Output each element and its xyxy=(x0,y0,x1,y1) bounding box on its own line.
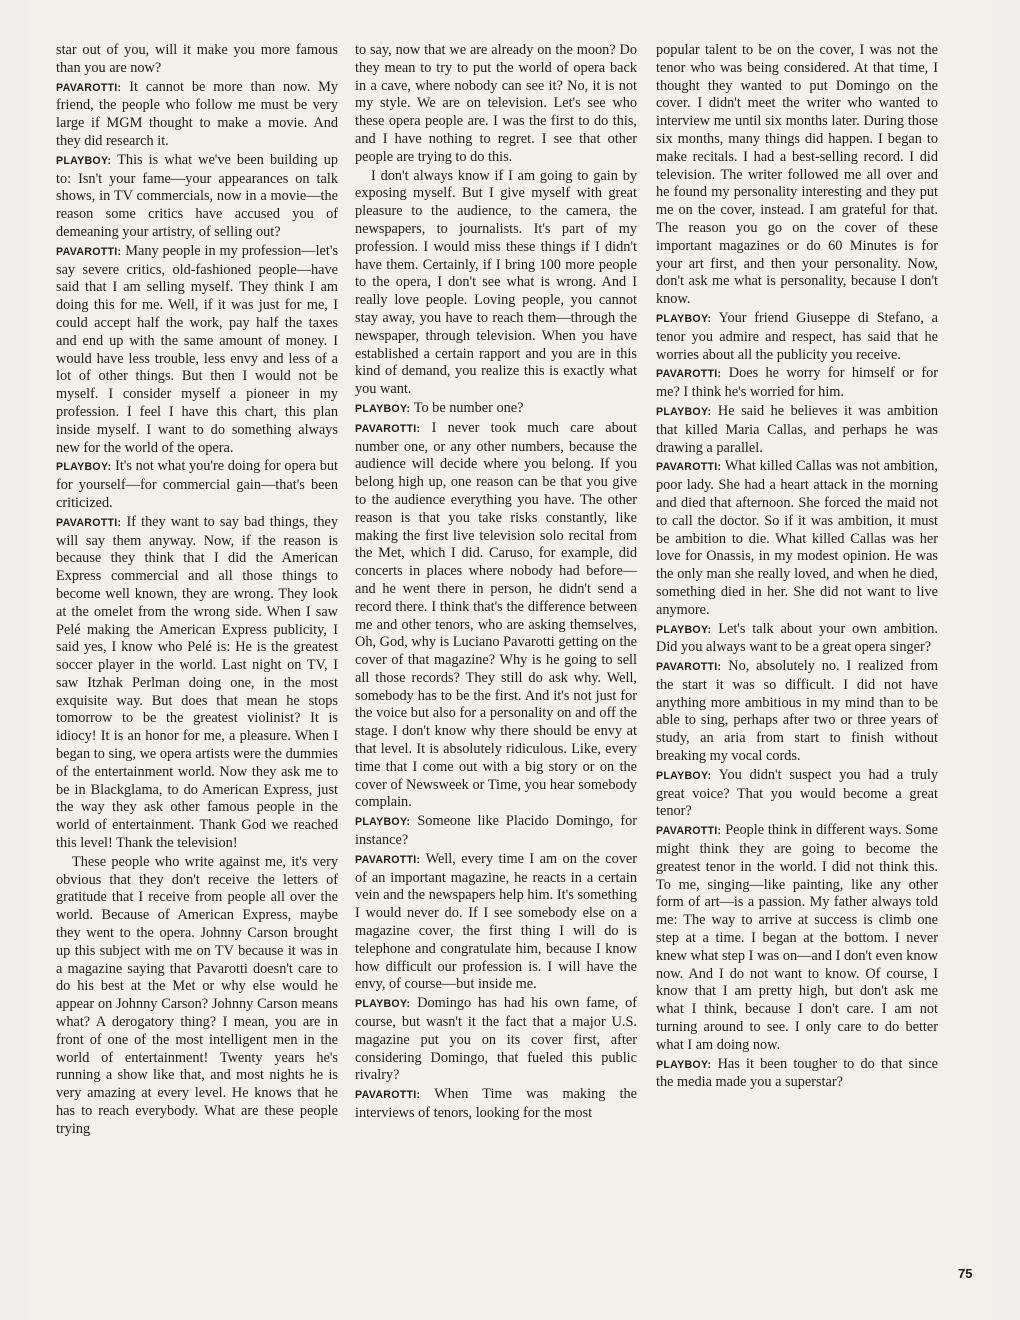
paragraph-text: When Time was making the interviews of tenors, looking for the most xyxy=(355,1086,637,1122)
paragraph-text: He said he believes it was ambition that killed Maria Callas, and perhaps he was drawing a parallel. xyxy=(656,402,938,456)
body-paragraph xyxy=(656,42,938,309)
paragraph-text: star out of you, will it make you more famous than you are now? xyxy=(56,42,338,76)
text-column-2 xyxy=(355,42,637,1123)
paragraph-text: Many people in my profession—let's say severe critics, old-fashioned people—have said that I am selling myself. They think I am doing this for me. Well, if it was just for me, I could accept half the work, pay half the taxes and end up with the same amount of money. I would have less trouble, less envy and less of a lot of other things. But then I would not be myself. I consider myself a pioneer in my profession. I feel I have this chart, this plan inside myself. I want to do something always new for the world of the opera. xyxy=(56,242,339,456)
page-number: 75 xyxy=(958,1266,973,1281)
interview-paragraph xyxy=(656,403,938,457)
paragraph-text: Let's talk about your own ambition. Did you always want to be a great opera singer? xyxy=(656,620,939,656)
paragraph-text: These people who write against me, it's very obvious that they don't receive the letters of gratitude that I receive from people all over the world. Because of American Express, maybe they went to the opera. Johnny Carson brought up this subject with me on TV because it was in a magazine saying that Pavarotti doesn't care to do his best at the Met or why else would he appear on Johnny Carson? Johnny Carson means what? A derogatory thing? I mean, you are in front of one of the most intelligent men in the world of entertainment! Twenty years he's running a show like that, and most nights he is very amazing at every level. He knows that he has to reach everybody. What are these people trying xyxy=(56,853,338,1137)
speaker-label: PAVAROTTI: xyxy=(656,368,722,381)
speaker-label: PLAYBOY: xyxy=(355,816,411,829)
magazine-page xyxy=(28,0,992,1320)
paragraph-text: popular talent to be on the cover, I was not the tenor who was being considered. At that time, I thought they wanted to put Domingo on the cover. I didn't meet the writer who wanted to interview me until six months later. During those six months, many things did happen. I began to make recitals. I had a best-selling record. I did television. The writer followed me all over and he found my personality interesting and they put me on the cover, instead. I am grateful for that. The reason you go on the cover of these important magazines or do 60 Minutes is for your art first, and then your personality. Now, don't ask me what is personality, because I don't know. xyxy=(656,42,938,308)
speaker-label: PLAYBOY: xyxy=(656,405,712,418)
paragraph-text: What killed Callas was not ambition, poor lady. She had a heart attack in the morning and died that afternoon. She forced the maid not to call the doctor. So if it was ambition, it must be ambition to die. What killed Callas was her love for Onassis, in my modest opinion. He was the only man she really loved, and when he died, something died in her. She did not want to live anymore. xyxy=(656,458,938,618)
interview-paragraph xyxy=(355,995,637,1085)
interview-paragraph xyxy=(656,1056,938,1093)
paragraph-text: No, absolutely no. I realized from the start it was so difficult. I did not have anything more ambitious in my mind than to be able to sing, perhaps after two or three years of study, an aria from start to finish without breaking my vocal cords. xyxy=(656,658,938,765)
speaker-label: PLAYBOY: xyxy=(656,1058,712,1071)
text-column-1 xyxy=(56,42,338,1139)
interview-paragraph xyxy=(656,767,938,821)
paragraph-text: If they want to say bad things, they will say them anyway. Now, if the reason is because they think that I did the American Express commercial and all those things to become well known, they are wrong. They look at the omelet from the wrong side. When I saw Pelé making the American Express publicity, I said yes, I know who Pelé is: He is the greatest soccer player in the world. Last night on TV, I saw Itzhak Perlman doing one, in the most exquisite way. But does that mean he stops tomorrow to be the greatest violinist? It is idiocy! It is an honor for me, a pleasure. When I began to sing, we opera artists were the dummies of the entertainment world. Now they ask me to be in Blackglama, to do American Express, just the way they ask other famous people in the world of entertainment. Thank God we reached this level! Thank the television! xyxy=(56,513,338,852)
speaker-label: PAVAROTTI: xyxy=(56,81,122,94)
paragraph-text: I never took much care about number one, or any other numbers, because the audience will decide where you belong. If you belong high up, one reason can be that you give to the audience everything you have. The other reason is that you take risks constantly, like making the first live television solo recital from the Met, which I did. Caruso, for example, did concerts in places where nobody had before—and he went there in person, he didn't send a record there. I think that's the difference between me and other tenors, who are asking themselves, Oh, God, why is Luciano Pavarotti getting on the cover of that magazine? Why is he going to sell all those records? They still do ask why. Well, somebody has to be the first. And it's not just for the voice but also for a personality on and off the stage. I don't know why there should be envy at that level. It is absolutely ridiculous. Like, every time that I come out with a big story or on the cover of Newsweek or Time, you hear somebody complain. xyxy=(355,419,638,811)
paragraph-text: Well, every time I am on the cover of an important magazine, he reacts in a certain vein and the newspapers help him. It's something I would never do. If I see somebody else on a magazine cover, the first thing I will do is telephone and congratulate him, because I know how difficult our profession is. I will have the envy, of course—but inside me. xyxy=(355,850,637,993)
interview-paragraph xyxy=(656,822,938,1054)
interview-paragraph xyxy=(656,658,938,766)
speaker-label: PAVAROTTI: xyxy=(656,661,722,674)
text-column-3 xyxy=(656,42,938,1092)
speaker-label: PLAYBOY: xyxy=(56,154,112,167)
interview-paragraph xyxy=(355,400,637,419)
speaker-label: PLAYBOY: xyxy=(656,769,712,782)
paragraph-text: I don't always know if I am going to gain by exposing myself. But I give myself with great pleasure to the audience, to the camera, the newspapers, to journalists. It's part of my profession. I would miss these things if I didn't have them. Certainly, if I bring 100 more people to the opera, I don't see what is wrong. And I really love people. Loving people, you cannot stay away, you have to reach them—through the newspaper, through television. When you have established a certain rapport and you are in this kind of demand, you realize this is exactly what you want. xyxy=(355,167,637,398)
interview-paragraph xyxy=(355,420,637,813)
interview-paragraph xyxy=(656,458,938,619)
paragraph-text: People think in different ways. Some might think they are going to become the greatest tenor in the world. I did not think this. To me, singing—like painting, like any other form of art—is a passion. My father always told me: The way to arrive at success is climb one step at a time. I began at the bottom. I never knew what step I was on—and I don't even know now. And I do not want to know. Of course, I know that I am pretty high, but don't ask me what I think, because I don't care. I am not turning around to see. I only care to do better what I am doing now. xyxy=(656,822,939,1053)
paragraph-text: Domingo has had his own fame, of course, but wasn't it the fact that a major U.S. magazine put you on its cover first, after considering Domingo, that fueled this public rivalry? xyxy=(355,995,637,1084)
speaker-label: PLAYBOY: xyxy=(56,461,112,474)
interview-paragraph xyxy=(56,458,338,512)
interview-paragraph xyxy=(56,514,338,853)
interview-paragraph xyxy=(355,813,637,850)
speaker-label: PLAYBOY: xyxy=(355,402,411,415)
speaker-label: PAVAROTTI: xyxy=(56,245,122,258)
paragraph-text: Does he worry for himself or for me? I think he's worried for him. xyxy=(656,365,938,401)
interview-paragraph xyxy=(355,1086,637,1123)
interview-paragraph xyxy=(656,310,938,364)
interview-paragraph xyxy=(56,152,338,242)
interview-paragraph xyxy=(656,365,938,402)
interview-paragraph xyxy=(355,851,637,994)
speaker-label: PAVAROTTI: xyxy=(355,853,421,866)
interview-paragraph xyxy=(56,243,338,458)
body-paragraph xyxy=(56,854,338,1139)
interview-paragraph xyxy=(56,79,338,151)
paragraph-text: This is what we've been building up to: Isn't your fame—your appearances on talk shows, in TV commercials, now in a movie—the reason some critics have accused you of demeaning your artistry, of selling out? xyxy=(56,151,338,240)
speaker-label: PAVAROTTI: xyxy=(355,422,421,435)
body-paragraph xyxy=(355,42,637,167)
paragraph-text: It cannot be more than now. My friend, the people who follow me must be very large if MGM thought to make a movie. And they did research it. xyxy=(56,78,339,149)
interview-paragraph xyxy=(656,621,938,658)
body-paragraph xyxy=(56,42,338,78)
speaker-label: PAVAROTTI: xyxy=(355,1089,421,1102)
speaker-label: PAVAROTTI: xyxy=(656,825,722,838)
paragraph-text: You didn't suspect you had a truly great voice? That you would become a great tenor? xyxy=(656,766,938,820)
paragraph-text: Your friend Giuseppe di Stefano, a tenor you admire and respect, has said that he worries about all the publicity you receive. xyxy=(656,309,939,363)
speaker-label: PLAYBOY: xyxy=(355,998,411,1011)
speaker-label: PAVAROTTI: xyxy=(56,516,122,529)
paragraph-text: It's not what you're doing for opera but for yourself—for commercial gain—that's been criticized. xyxy=(56,458,338,511)
paragraph-text: Has it been tougher to do that since the media made you a superstar? xyxy=(656,1055,939,1091)
speaker-label: PLAYBOY: xyxy=(656,312,712,325)
paragraph-text: to say, now that we are already on the moon? Do they mean to try to put the world of opera back in a cave, where nobody can see it? No, it is not my style. We are on television. Let's see who these opera people are. I was the first to do this, and I have nothing to regret. I see that other people are trying to do this. xyxy=(355,42,637,165)
speaker-label: PAVAROTTI: xyxy=(656,461,722,474)
paragraph-text: Someone like Placido Domingo, for instance? xyxy=(355,813,637,849)
paragraph-text: To be number one? xyxy=(413,399,524,416)
speaker-label: PLAYBOY: xyxy=(656,623,712,636)
body-paragraph xyxy=(355,168,637,399)
